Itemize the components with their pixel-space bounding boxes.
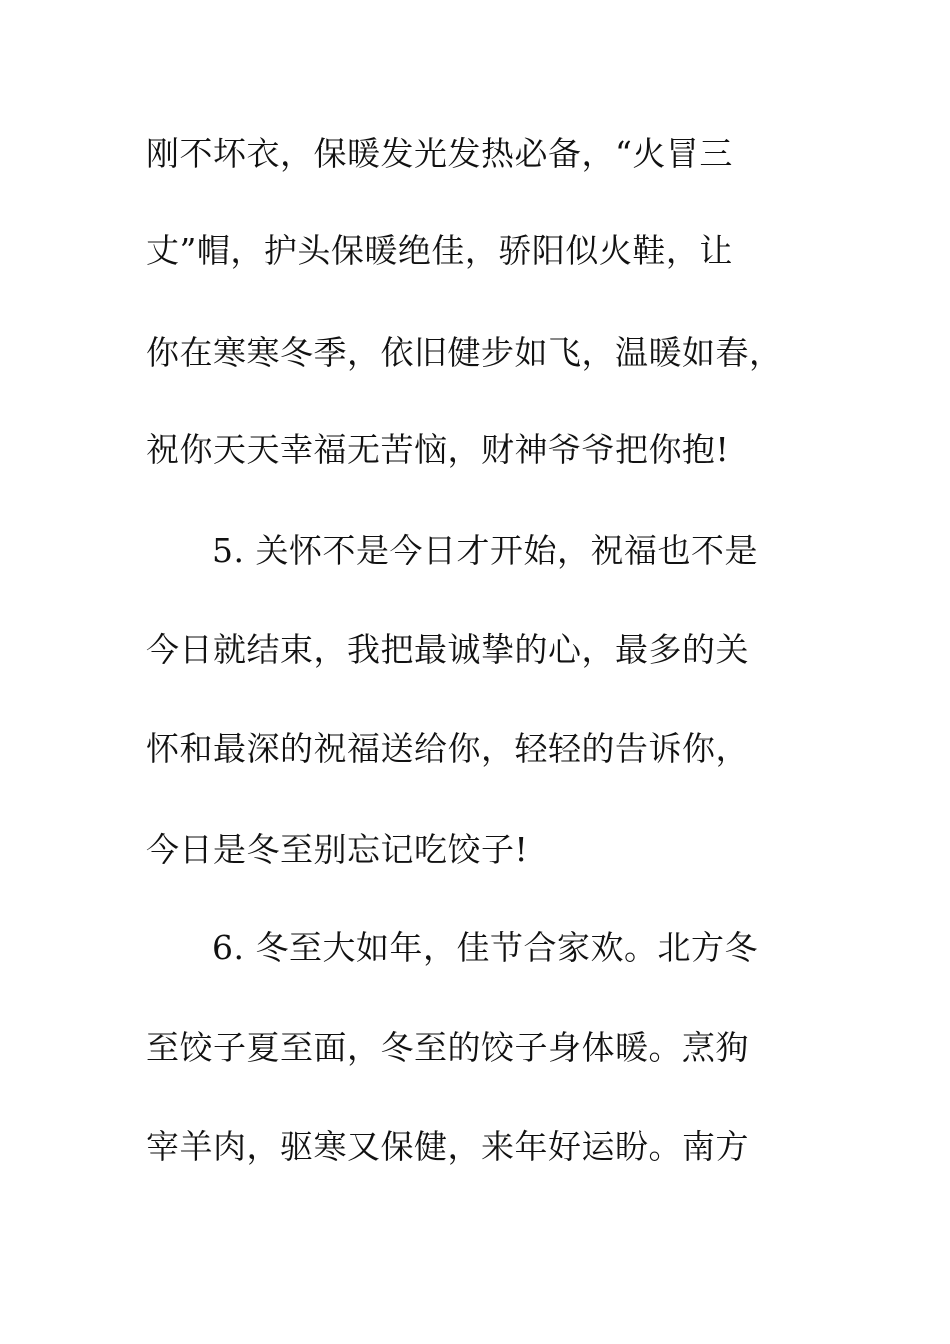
text-line: 丈”帽，护头保暖绝佳，骄阳似火鞋，让 — [146, 231, 733, 270]
paragraph-start-line: 6. 冬至大如年，佳节合家欢。北方冬 — [212, 928, 758, 967]
text-line: 祝你天天幸福无苦恼，财神爷爷把你抱! — [146, 430, 730, 469]
paragraph-start-line: 5. 关怀不是今日才开始，祝福也不是 — [212, 531, 758, 570]
text-line: 今日就结束，我把最诚挚的心，最多的关 — [146, 630, 749, 669]
text-line: 今日是冬至别忘记吃饺子! — [146, 830, 529, 869]
text-line: 你在寒寒冬季，依旧健步如飞，温暖如春， — [146, 333, 783, 372]
text-line: 刚不坏衣，保暖发光发热必备，“火冒三 — [146, 134, 733, 173]
text-line: 怀和最深的祝福送给你，轻轻的告诉你， — [146, 729, 749, 768]
text-line: 宰羊肉，驱寒又保健，来年好运盼。南方 — [146, 1127, 749, 1166]
text-line: 至饺子夏至面，冬至的饺子身体暖。烹狗 — [146, 1028, 749, 1067]
